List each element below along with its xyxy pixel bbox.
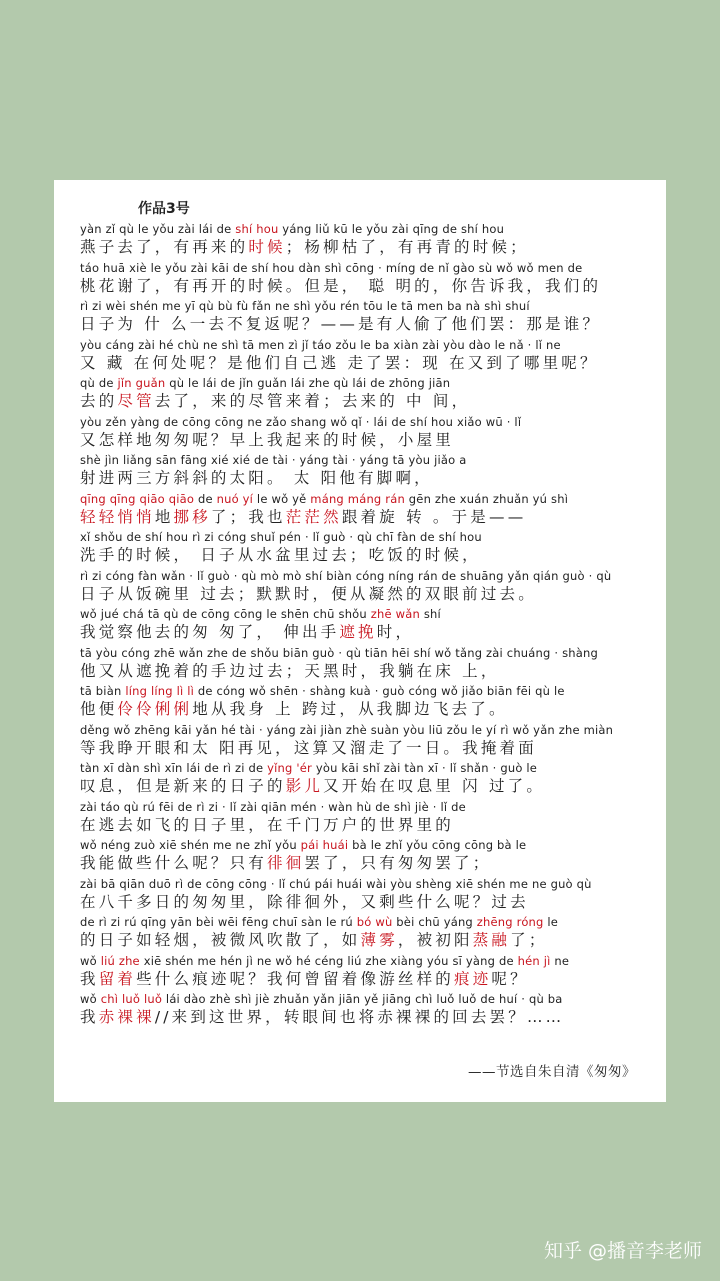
hanzi-line: [80, 545, 640, 566]
text-segment: 又怎样地匆匆呢？早上我起来的时候，小屋里: [80, 430, 455, 449]
text-segment: 我: [80, 969, 99, 988]
text-segment: zài táo qù rú fēi de rì zi · lǐ zài qiān mén · wàn hù de shì jiè · lǐ de: [80, 799, 466, 814]
text-row: [80, 723, 640, 762]
hanzi-line: [80, 815, 640, 836]
highlighted-word: 蒸融: [472, 931, 511, 949]
text-row: [80, 684, 640, 723]
text-segment: 时，: [376, 623, 415, 641]
pinyin-line: [80, 992, 640, 1007]
text-row: [80, 376, 640, 415]
text-segment: wǒ: [80, 992, 101, 1006]
text-segment: 了；: [510, 931, 548, 949]
text-segment: yòu kāi shǐ zài tàn xī · lǐ shǎn · guò le: [311, 761, 538, 775]
text-row: [80, 761, 640, 800]
text-segment: 去的: [80, 392, 118, 410]
page-title: 作品3号: [138, 201, 190, 217]
text-segment: rì zi cóng fàn wǎn · lǐ guò · qù mò mò shí biàn cóng níng rán de shuāng yǎn qián guò · qù: [80, 568, 612, 583]
text-segment: yòu cáng zài hé chù ne shì tā men zì jǐ táo zǒu le ba xiàn zài yòu dào le nǎ · lǐ ne: [80, 337, 561, 352]
highlighted-word: 薄雾: [360, 931, 398, 949]
pinyin-line: [80, 915, 640, 930]
text-row: [80, 569, 640, 608]
brand-label: 知乎 @播音李老师: [543, 1240, 702, 1262]
highlighted-word: 遮挽: [339, 623, 377, 641]
pinyin-line: [80, 338, 640, 353]
highlighted-word: nuó yí: [216, 491, 254, 506]
text-segment: 在八千多日的匆匆里，除徘徊外，又剩些什么呢？过去: [80, 892, 529, 911]
text-row: [80, 222, 640, 261]
highlighted-word: zhē wǎn: [370, 607, 420, 621]
highlighted-word: 尽管: [117, 392, 155, 410]
hanzi-line: [80, 507, 640, 528]
text-segment: zài bā qiān duō rì de cōng cōng · lǐ chú pái huái wài yòu shèng xiē shén me ne guò qù: [80, 876, 592, 891]
hanzi-line: [80, 584, 640, 605]
text-segment: le wǒ yě: [253, 491, 311, 506]
text-segment: rì zi wèi shén me yī qù bù fù fǎn ne shì yǒu rén tōu le tā men ba nà shì shuí: [80, 299, 530, 313]
text-segment: //来到这世界，转眼间也将赤裸裸的回去罢？……: [154, 1008, 565, 1026]
text-segment: gēn zhe xuán zhuǎn yú shì: [404, 491, 569, 506]
text-segment: de rì zi rú qīng yān bèi wēi fēng chuī sàn le rú: [80, 915, 357, 929]
pinyin-line: [80, 723, 640, 738]
text-segment: bèi chū yáng: [392, 915, 477, 929]
pinyin-line: [80, 376, 640, 391]
hanzi-line: [80, 738, 640, 759]
text-segment: 日子为 什 么一去不复返呢？——是有人偷了他们罢：那是谁？: [80, 315, 602, 333]
text-segment: 等我睁开眼和太 阳再见，这算又溜走了一日。我掩着面: [80, 738, 537, 757]
pinyin-line: [80, 684, 640, 699]
text-segment: wǒ néng zuò xiē shén me ne zhǐ yǒu: [80, 838, 301, 852]
text-segment: 了；我也: [210, 507, 286, 526]
highlighted-word: 留着: [98, 969, 137, 988]
text-row: [80, 415, 640, 454]
pinyin-line: [80, 607, 640, 622]
text-body: [80, 222, 640, 1031]
hanzi-line: [80, 391, 640, 412]
text-segment: táo huā xiè le yǒu zài kāi de shí hou dàn shì cōng · míng de nǐ gào sù wǒ wǒ men de: [80, 260, 583, 275]
text-row: [80, 838, 640, 877]
text-segment: 跟着旋 转 。于是——: [341, 507, 527, 526]
text-segment: 我觉察他去的匆 匆了， 伸出手: [80, 623, 340, 641]
highlighted-word: 轻轻悄悄: [80, 507, 155, 526]
text-segment: yáng liǔ kū le yǒu zài qīng de shí hou: [278, 222, 505, 236]
highlighted-word: shí hou: [235, 222, 279, 236]
highlighted-word: líng líng lì lì: [125, 684, 195, 698]
highlighted-word: 影儿: [285, 777, 324, 795]
hanzi-line: [80, 430, 640, 451]
text-segment: ne: [550, 953, 570, 968]
text-row: [80, 800, 640, 839]
pinyin-line: [80, 800, 640, 815]
text-segment: wǒ jué chá tā qù de cōng cōng le shēn chū shǒu: [80, 607, 371, 621]
text-segment: 罢了，只有匆匆罢了；: [304, 854, 492, 872]
text-row: [80, 877, 640, 916]
hanzi-line: [80, 661, 640, 682]
highlighted-word: hén jì: [517, 953, 551, 968]
text-segment: 我: [80, 1008, 99, 1026]
pinyin-line: [80, 646, 640, 661]
text-row: [80, 299, 640, 338]
text-segment: 地从我身 上 跨过，从我脚边飞去了。: [192, 700, 508, 718]
highlighted-word: 时候: [248, 238, 286, 256]
highlighted-word: máng máng rán: [310, 491, 405, 506]
text-row: [80, 954, 640, 993]
highlighted-word: jǐn guǎn: [117, 376, 166, 390]
text-row: [80, 261, 640, 300]
text-segment: 又开始在叹息里 闪 过了。: [323, 777, 546, 795]
pinyin-line: [80, 761, 640, 776]
text-segment: yàn zǐ qù le yǒu zài lái de: [80, 222, 236, 236]
text-row: [80, 607, 640, 646]
hanzi-line: [80, 892, 640, 913]
text-segment: de cóng wǒ shēn · shàng kuà · guò cóng wǒ jiǎo biān fēi qù le: [194, 684, 565, 698]
text-segment: tàn xī dàn shì xīn lái de rì zi de: [80, 761, 268, 775]
text-row: [80, 453, 640, 492]
text-row: [80, 338, 640, 377]
text-segment: yòu zěn yàng de cōng cōng ne zǎo shang wǒ qǐ · lái de shí hou xiǎo wū · lǐ: [80, 414, 522, 429]
highlighted-word: 痕迹: [454, 969, 492, 988]
text-segment: tā yòu cóng zhē wǎn zhe de shǒu biān guò · qù tiān hēi shí wǒ tǎng zài chuáng · shàng: [80, 645, 599, 660]
pinyin-line: [80, 954, 640, 969]
highlighted-word: liú zhe: [100, 953, 140, 968]
hanzi-line: [80, 622, 640, 643]
text-segment: qù de: [80, 376, 118, 390]
text-row: [80, 492, 640, 531]
text-segment: xiē shén me hén jì ne wǒ hé céng liú zhe xiàng yóu sī yàng de: [139, 953, 518, 968]
hanzi-line: [80, 1007, 640, 1028]
text-row: [80, 915, 640, 954]
text-segment: ；杨柳枯了，有再青的时候；: [285, 238, 529, 256]
highlighted-word: bó wù: [356, 915, 393, 929]
text-segment: tā biàn: [80, 684, 126, 698]
text-row: [80, 992, 640, 1031]
pinyin-line: [80, 838, 640, 853]
hanzi-line: [80, 276, 640, 297]
highlighted-word: chì luǒ luǒ: [100, 992, 163, 1006]
text-segment: 又 藏 在何处呢？是他们自己逃 走了罢：现 在又到了哪里呢？: [80, 353, 599, 372]
pinyin-line: [80, 569, 640, 584]
highlighted-word: 茫茫然: [285, 507, 342, 526]
text-segment: bà le zhǐ yǒu cōng cōng bà le: [348, 838, 527, 852]
source-credit: ——节选自朱自清《匆匆》: [468, 1064, 636, 1080]
highlighted-word: 赤裸裸: [98, 1008, 155, 1026]
text-segment: 洗手的时候， 日子从水盆里过去；吃饭的时候，: [80, 546, 481, 564]
hanzi-line: [80, 776, 640, 797]
text-segment: lái dào zhè shì jiè zhuǎn yǎn jiān yě jiāng chì luǒ luǒ de huí · qù ba: [162, 992, 563, 1006]
pinyin-line: [80, 415, 640, 430]
text-segment: wǒ: [80, 953, 101, 968]
text-segment: 射进两三方斜斜的太阳。 太 阳他有脚啊，: [80, 469, 433, 487]
highlighted-word: qīng qīng qiāo qiāo: [80, 491, 195, 506]
pinyin-line: [80, 222, 640, 237]
pinyin-line: [80, 877, 640, 892]
pinyin-line: [80, 530, 640, 545]
text-segment: 些什么痕迹呢？我何曾留着像游丝样的: [136, 969, 455, 988]
text-segment: 呢？: [491, 969, 529, 988]
text-row: [80, 530, 640, 569]
text-segment: 的日子如轻烟，被微风吹散了，如: [80, 931, 361, 949]
hanzi-line: [80, 468, 640, 489]
pinyin-line: [80, 453, 640, 468]
pinyin-line: [80, 492, 640, 507]
text-segment: qù le lái de jǐn guǎn lái zhe qù lái de zhōng jiān: [165, 376, 451, 390]
text-segment: 去了，来的尽管来着；去来的 中 间，: [154, 392, 471, 410]
text-segment: shè jìn liǎng sān fāng xié xié de tài · yáng tài · yáng tā yòu jiǎo a: [80, 453, 467, 467]
text-segment: 在逃去如飞的日子里，在千门万户的世界里的: [80, 815, 455, 834]
hanzi-line: [80, 237, 640, 258]
text-segment: de: [194, 491, 217, 506]
text-segment: děng wǒ zhēng kāi yǎn hé tài · yáng zài jiàn zhè suàn yòu liū zǒu le yí rì wǒ yǎn zhe miàn: [80, 722, 614, 737]
text-segment: 叹息，但是新来的日子的: [80, 777, 286, 795]
text-segment: xǐ shǒu de shí hou rì zi cóng shuǐ pén · lǐ guò · qù chī fàn de shí hou: [80, 530, 482, 544]
highlighted-word: 徘徊: [267, 854, 305, 872]
highlighted-word: zhēng róng: [476, 915, 544, 929]
pinyin-line: [80, 299, 640, 314]
text-segment: 桃花谢了，有再开的时候。但是， 聪 明的，你告诉我，我们的: [80, 276, 602, 295]
hanzi-line: [80, 314, 640, 335]
hanzi-line: [80, 699, 640, 720]
highlighted-word: 挪移: [173, 507, 211, 526]
text-segment: le: [543, 915, 559, 929]
text-segment: shí: [419, 607, 441, 621]
text-segment: 日子从饭碗里 过去；默默时，便从凝然的双眼前过去。: [80, 584, 537, 603]
document-page: [54, 180, 666, 1102]
hanzi-line: [80, 969, 640, 990]
highlighted-word: yǐng 'ér: [267, 761, 312, 775]
text-segment: 他又从遮挽着的手边过去；天黑时，我躺在床 上，: [80, 661, 500, 680]
highlighted-word: pái huái: [300, 838, 349, 852]
hanzi-line: [80, 930, 640, 951]
text-segment: 地: [154, 507, 174, 526]
pinyin-line: [80, 261, 640, 276]
hanzi-line: [80, 353, 640, 374]
text-segment: ，被初阳: [397, 931, 473, 949]
text-row: [80, 646, 640, 685]
text-segment: 我能做些什么呢？只有: [80, 854, 268, 872]
text-segment: 他便: [80, 700, 118, 718]
text-segment: 燕子去了，有再来的: [80, 238, 249, 256]
hanzi-line: [80, 853, 640, 874]
highlighted-word: 伶伶俐俐: [117, 700, 193, 718]
